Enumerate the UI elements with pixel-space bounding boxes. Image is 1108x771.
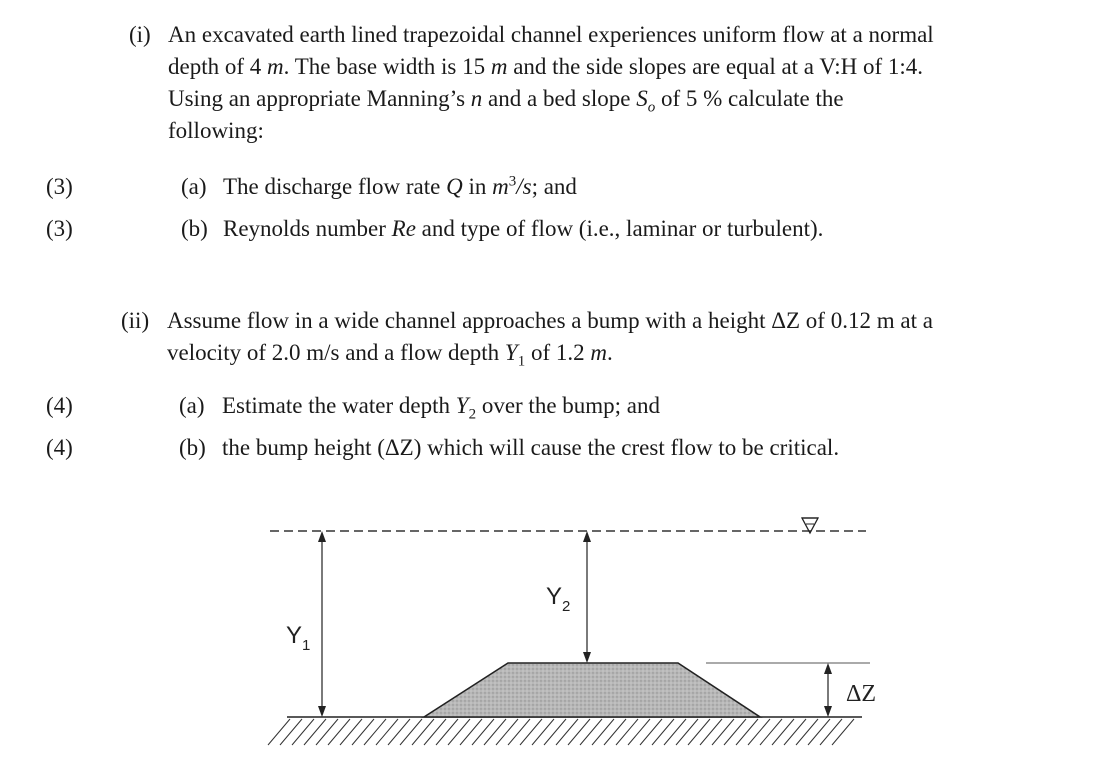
- hatch-stroke: [280, 719, 302, 745]
- hatch-stroke: [628, 719, 650, 745]
- part-i-a-label: (a): [181, 174, 207, 199]
- hatch-stroke: [796, 719, 818, 745]
- hatch-stroke: [616, 719, 638, 745]
- marks-ii-b: (4): [46, 435, 73, 460]
- hatch-stroke: [388, 719, 410, 745]
- hatch-stroke: [532, 719, 554, 745]
- hatch-stroke: [736, 719, 758, 745]
- marks-i-b: (3): [46, 216, 73, 241]
- y1-dimension-arrow: [318, 531, 326, 717]
- hatch-stroke: [640, 719, 662, 745]
- hatch-stroke: [352, 719, 374, 745]
- part-i-a-text: The discharge flow rate Q in $m^3/s$; and: [223, 173, 577, 199]
- hatch-stroke: [496, 719, 518, 745]
- hatch-stroke: [700, 719, 722, 745]
- hatch-stroke: [580, 719, 602, 745]
- y1-label: $Y_1$: [286, 622, 311, 654]
- hatch-stroke: [268, 719, 290, 745]
- part-i-label: (i): [129, 22, 151, 47]
- hatch-stroke: [460, 719, 482, 745]
- hatch-stroke: [760, 719, 782, 745]
- hatch-stroke: [568, 719, 590, 745]
- hatch-stroke: [472, 719, 494, 745]
- part-i-line-4: following:: [168, 118, 264, 143]
- y2-dimension-arrow: [583, 531, 591, 663]
- hatch-stroke: [688, 719, 710, 745]
- hatch-stroke: [520, 719, 542, 745]
- hatch-stroke: [604, 719, 626, 745]
- part-i-line-2: depth of 4 m. The base width is 15 m and the side slopes are equal at a V:H of 1:4.: [168, 54, 924, 79]
- part-ii-line-1: Assume flow in a wide channel approaches a bump with a height ΔZ of 0.12 m at a: [167, 308, 933, 333]
- hatch-stroke: [676, 719, 698, 745]
- hatch-stroke: [724, 719, 746, 745]
- hatch-stroke: [556, 719, 578, 745]
- part-ii-b-text: the bump height (ΔZ) which will cause the crest flow to be critical.: [222, 435, 840, 460]
- hatch-stroke: [436, 719, 458, 745]
- hatch-stroke: [484, 719, 506, 745]
- hatch-stroke: [772, 719, 794, 745]
- hatch-stroke: [664, 719, 686, 745]
- part-i-b-text: Reynolds number Re and type of flow (i.e., laminar or turbulent).: [223, 216, 824, 241]
- hatch-stroke: [820, 719, 842, 745]
- part-i-b-label: (b): [181, 216, 208, 241]
- hatch-stroke: [340, 719, 362, 745]
- marks-i-a: (3): [46, 174, 73, 199]
- dz-dimension-arrow: [824, 663, 832, 717]
- hatch-stroke: [364, 719, 386, 745]
- hatch-stroke: [592, 719, 614, 745]
- hatch-stroke: [652, 719, 674, 745]
- hatch-stroke: [292, 719, 314, 745]
- hatch-stroke: [316, 719, 338, 745]
- part-i-line-3: Using an appropriate Manning’s n and a bed slope $S_o$ of 5 % calculate the: [168, 86, 844, 116]
- part-ii-b-label: (b): [179, 435, 206, 460]
- hatch-stroke: [748, 719, 770, 745]
- hatch-stroke: [424, 719, 446, 745]
- hatch-stroke: [808, 719, 830, 745]
- hatch-stroke: [376, 719, 398, 745]
- hatch-stroke: [304, 719, 326, 745]
- part-ii-label: (ii): [121, 308, 150, 333]
- part-ii-line-2: velocity of 2.0 m/s and a flow depth $Y_1$ of 1.2 m.: [167, 340, 613, 370]
- hatch-stroke: [832, 719, 854, 745]
- part-ii-a-text: Estimate the water depth $Y_2$ over the bump; and: [222, 393, 661, 423]
- hatch-stroke: [784, 719, 806, 745]
- hatch-stroke: [328, 719, 350, 745]
- hatch-stroke: [412, 719, 434, 745]
- hatch-stroke: [448, 719, 470, 745]
- part-ii-a-label: (a): [179, 393, 205, 418]
- marks-ii-a: (4): [46, 393, 73, 418]
- dz-label: ΔZ: [846, 681, 877, 707]
- y2-label: $Y_2$: [546, 583, 571, 615]
- hatch-stroke: [400, 719, 422, 745]
- bump: [424, 663, 760, 717]
- part-i-line-1: An excavated earth lined trapezoidal channel experiences uniform flow at a normal: [168, 22, 934, 47]
- bed-hatching: [268, 719, 854, 745]
- hatch-stroke: [544, 719, 566, 745]
- hatch-stroke: [712, 719, 734, 745]
- hatch-stroke: [508, 719, 530, 745]
